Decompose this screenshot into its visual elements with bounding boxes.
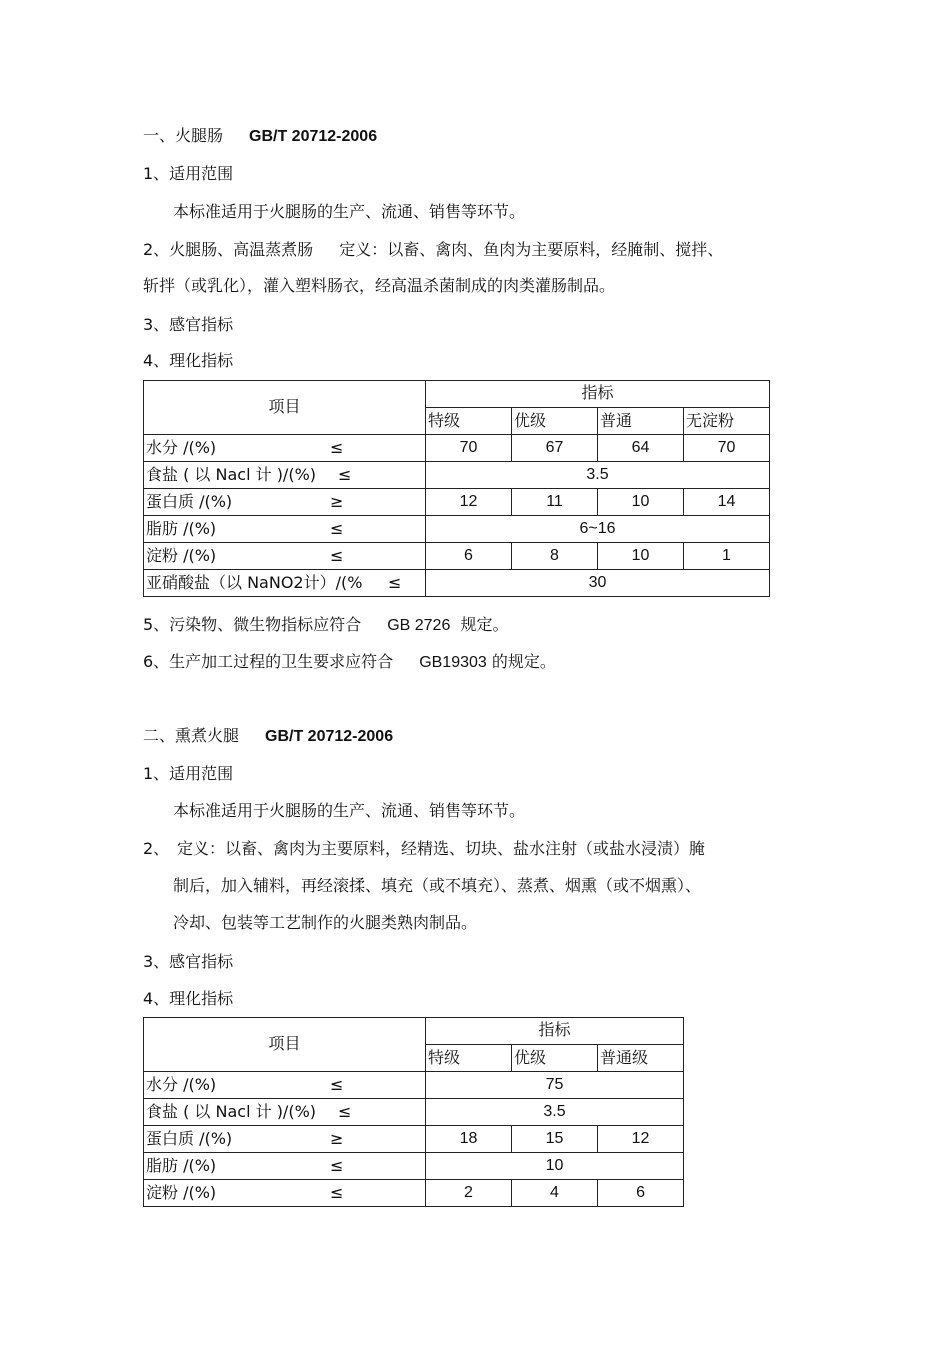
table-cell: 12 bbox=[426, 489, 512, 516]
table1-grade: 特级 bbox=[426, 408, 512, 435]
table-cell: 70 bbox=[684, 435, 770, 462]
comparison-symbol: ≤ bbox=[330, 1156, 344, 1175]
table-cell-merged: 6~16 bbox=[426, 516, 770, 543]
table-row bbox=[144, 1153, 684, 1180]
row-label: 食盐 ( 以 Nacl 计 )/(%) bbox=[146, 465, 317, 484]
section2-definition-line3: 冷却、包装等工艺制作的火腿类熟肉制品。 bbox=[173, 913, 478, 932]
table-cell: 10 bbox=[598, 543, 684, 570]
section2-scope-title: 1、适用范围 bbox=[143, 764, 234, 783]
table-row bbox=[144, 462, 770, 489]
table1-item-header: 项目 bbox=[144, 381, 426, 435]
comparison-symbol: ≤ bbox=[330, 1075, 344, 1094]
section2-heading: 二、熏煮火腿 GB/T 20712-2006 bbox=[143, 726, 394, 745]
table-cell: 8 bbox=[512, 543, 598, 570]
table2-grade: 特级 bbox=[426, 1045, 512, 1072]
section1-definition-line2: 斩拌（或乳化），灌入塑料肠衣，经高温杀菌制成的肉类灌肠制品。 bbox=[143, 276, 616, 295]
table-cell-merged: 10 bbox=[426, 1153, 684, 1180]
table-cell: 18 bbox=[426, 1126, 512, 1153]
table-row bbox=[144, 1180, 684, 1207]
table1-grade: 无淀粉 bbox=[684, 408, 770, 435]
section1-pollution: 5、污染物、微生物指标应符合 GB 2726 规定。 bbox=[143, 615, 509, 634]
table-cell: 11 bbox=[512, 489, 598, 516]
comparison-symbol: ≤ bbox=[330, 546, 344, 565]
table-cell: 14 bbox=[684, 489, 770, 516]
row-label: 蛋白质 /(%) bbox=[146, 492, 233, 511]
table1-grade: 普通 bbox=[598, 408, 684, 435]
row-label: 食盐 ( 以 Nacl 计 )/(%) bbox=[146, 1102, 317, 1121]
section2-standard: GB/T 20712-2006 bbox=[265, 728, 394, 745]
table-cell-merged: 30 bbox=[426, 570, 770, 597]
comparison-symbol: ≤ bbox=[330, 438, 344, 457]
table-row bbox=[144, 1072, 684, 1099]
section1-standard: GB/T 20712-2006 bbox=[249, 128, 378, 145]
section1-scope-title: 1、适用范围 bbox=[143, 164, 234, 183]
table-row bbox=[144, 1099, 684, 1126]
table2-item-header: 项目 bbox=[144, 1018, 426, 1072]
comparison-symbol: ≤ bbox=[330, 1183, 344, 1202]
section1-definition-line1: 2、火腿肠、高温蒸煮肠 定义：以畜、禽肉、鱼肉为主要原料，经腌制、搅拌、 bbox=[143, 240, 724, 259]
row-label: 水分 /(%) bbox=[146, 438, 217, 457]
table2-grade: 优级 bbox=[512, 1045, 598, 1072]
table-row bbox=[144, 435, 770, 462]
comparison-symbol: ≥ bbox=[330, 1129, 344, 1148]
table-row bbox=[144, 489, 770, 516]
row-label: 水分 /(%) bbox=[146, 1075, 217, 1094]
table-cell-merged: 3.5 bbox=[426, 1099, 684, 1126]
comparison-symbol: ≤ bbox=[338, 1102, 352, 1121]
table-cell-merged: 75 bbox=[426, 1072, 684, 1099]
comparison-symbol: ≤ bbox=[338, 465, 352, 484]
section1-scope-text: 本标准适用于火腿肠的生产、流通、销售等环节。 bbox=[173, 202, 526, 221]
table1-index-header: 指标 bbox=[426, 381, 770, 408]
row-label: 脂肪 /(%) bbox=[146, 1156, 217, 1175]
section1-heading: 一、火腿肠 GB/T 20712-2006 bbox=[143, 126, 378, 145]
table-cell-merged: 3.5 bbox=[426, 462, 770, 489]
table-cell: 1 bbox=[684, 543, 770, 570]
section2-definition-line1: 定义：以畜、禽肉为主要原料，经精选、切块、盐水注射（或盐水浸渍）腌 bbox=[177, 839, 706, 858]
table2-grade: 普通级 bbox=[598, 1045, 684, 1072]
table-cell: 2 bbox=[426, 1180, 512, 1207]
table-cell: 64 bbox=[598, 435, 684, 462]
table-cell: 6 bbox=[426, 543, 512, 570]
section1-physchem: 4、理化指标 bbox=[143, 351, 234, 370]
comparison-symbol: ≤ bbox=[330, 519, 344, 538]
table-row bbox=[144, 516, 770, 543]
table-cell: 70 bbox=[426, 435, 512, 462]
row-label: 淀粉 /(%) bbox=[146, 1183, 217, 1202]
section2-physchem: 4、理化指标 bbox=[143, 989, 234, 1008]
section2-sensory: 3、感官指标 bbox=[143, 952, 234, 971]
table-cell: 12 bbox=[598, 1126, 684, 1153]
row-label: 亚硝酸盐（以 NaNO2计）/(% bbox=[146, 573, 363, 592]
table-cell: 67 bbox=[512, 435, 598, 462]
section2-definition-number: 2、 bbox=[143, 839, 170, 858]
table-cell: 4 bbox=[512, 1180, 598, 1207]
section1-table bbox=[143, 380, 770, 597]
table-cell: 10 bbox=[598, 489, 684, 516]
row-label: 蛋白质 /(%) bbox=[146, 1129, 233, 1148]
section2-definition-line2: 制后，加入辅料，再经滚揉、填充（或不填充）、蒸煮、烟熏（或不烟熏）、 bbox=[173, 876, 702, 895]
table1-grade: 优级 bbox=[512, 408, 598, 435]
table-cell: 6 bbox=[598, 1180, 684, 1207]
table-cell: 15 bbox=[512, 1126, 598, 1153]
table-row bbox=[144, 543, 770, 570]
comparison-symbol: ≤ bbox=[388, 573, 402, 592]
section2-scope-text: 本标准适用于火腿肠的生产、流通、销售等环节。 bbox=[173, 801, 526, 820]
section2-table bbox=[143, 1017, 684, 1207]
section1-sensory: 3、感官指标 bbox=[143, 315, 234, 334]
section1-hygiene: 6、生产加工过程的卫生要求应符合 GB19303 的规定。 bbox=[143, 652, 556, 671]
row-label: 脂肪 /(%) bbox=[146, 519, 217, 538]
table-row bbox=[144, 1126, 684, 1153]
comparison-symbol: ≥ bbox=[330, 492, 344, 511]
table2-index-header: 指标 bbox=[426, 1018, 684, 1045]
row-label: 淀粉 /(%) bbox=[146, 546, 217, 565]
table-row bbox=[144, 570, 770, 597]
